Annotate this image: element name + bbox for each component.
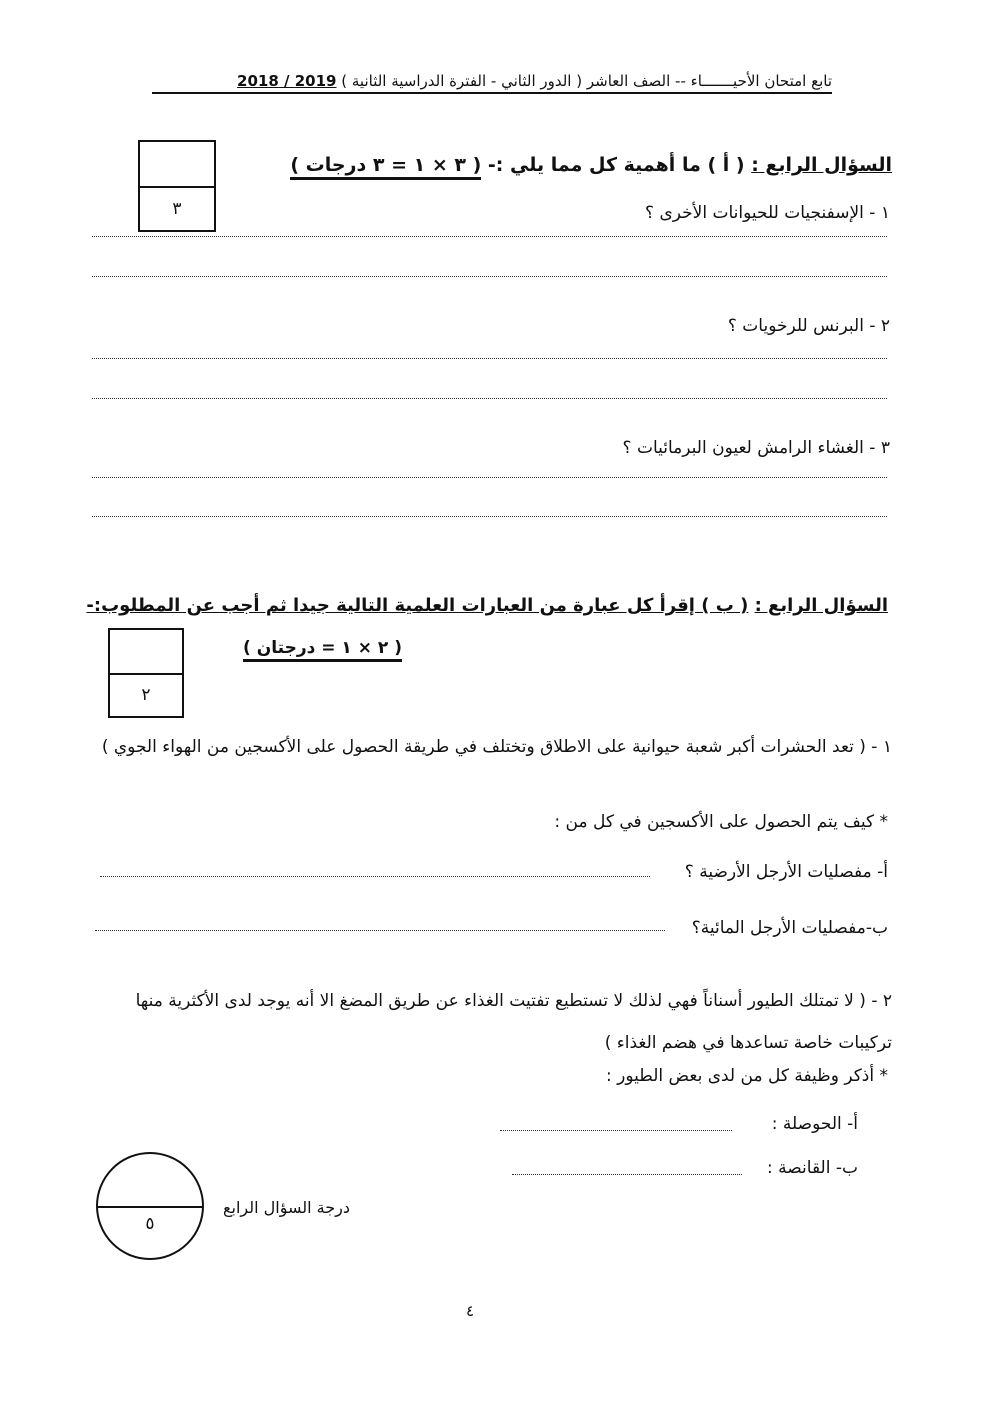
section-b-text: ( ب ) إقرأ كل عبارة من العبارات العلمية التالية جيدا ثم أجب عن المطلوب:-: [86, 595, 749, 616]
q2-part-a: أ- الحوصلة :: [771, 1114, 858, 1134]
section-a-marks: ( ٣ × ١ = ٣ درجات ): [290, 154, 481, 180]
answer-line[interactable]: [95, 930, 665, 931]
q1-part-b: ب-مفصليات الأرجل المائية؟: [691, 918, 888, 938]
section-a-item-3: ٣ - الغشاء الرامش لعيون البرمائيات ؟: [622, 438, 890, 458]
q1-statement: ١ - ( تعد الحشرات أكبر شعبة حيوانية على الاطلاق وتختلف في طريقة الحصول على الأكسجين من الهواء الجوي ): [101, 737, 892, 757]
total-grade-label: درجة السؤال الرابع: [223, 1198, 350, 1217]
grade-box-b: [108, 628, 184, 718]
q1-prompt: * كيف يتم الحصول على الأكسجين في كل من :: [554, 812, 888, 832]
q2-part-b: ب- القانصة :: [767, 1158, 858, 1178]
answer-line[interactable]: [92, 236, 887, 237]
answer-line[interactable]: [500, 1130, 732, 1131]
page-number: ٤: [466, 1302, 475, 1320]
section-a-item-1: ١ - الإسفنجيات للحيوانات الأخرى ؟: [645, 203, 890, 223]
answer-line[interactable]: [92, 276, 887, 277]
grade-box-a-value: ٣: [172, 199, 182, 219]
section-b-title: [86, 595, 888, 616]
q1-part-a: أ- مفصليات الأرجل الأرضية ؟: [684, 862, 888, 882]
answer-line[interactable]: [100, 876, 650, 877]
answer-line[interactable]: [92, 477, 887, 478]
section-b-label: السؤال الرابع :: [754, 595, 888, 616]
total-grade-circle: [96, 1152, 204, 1260]
grade-box-a: [138, 140, 216, 232]
answer-line[interactable]: [92, 358, 887, 359]
answer-line[interactable]: [92, 398, 887, 399]
section-a-title: [290, 154, 892, 176]
section-a-label: السؤال الرابع :: [751, 154, 892, 176]
exam-header: [152, 72, 832, 94]
q2-prompt: * أذكر وظيفة كل من لدى بعض الطيور :: [606, 1066, 888, 1086]
answer-line[interactable]: [92, 516, 887, 517]
total-grade-value: ٥: [145, 1214, 155, 1234]
section-a-item-2: ٢ - البرنس للرخويات ؟: [727, 316, 890, 336]
section-b-marks: ( ٢ × ١ = درجتان ): [243, 638, 402, 658]
header-year: 2019 / 2018: [237, 72, 337, 90]
grade-box-b-value: ٢: [141, 685, 151, 705]
section-a-text: ( أ ) ما أهمية كل مما يلي :-: [487, 154, 745, 176]
answer-line[interactable]: [512, 1174, 742, 1175]
q2-statement: ٢ - ( لا تمتلك الطيور أسناناً فهي لذلك لا تستطيع تفتيت الغذاء عن طريق المضغ الا أنه يوجد لدى الأكثرية منها تركيبات خاصة تساعدها في هضم الغذاء ): [135, 991, 892, 1053]
header-title: تابع امتحان الأحيـــــــاء -- الصف العاشر ( الدور الثاني - الفترة الدراسية الثانية ): [341, 72, 832, 90]
